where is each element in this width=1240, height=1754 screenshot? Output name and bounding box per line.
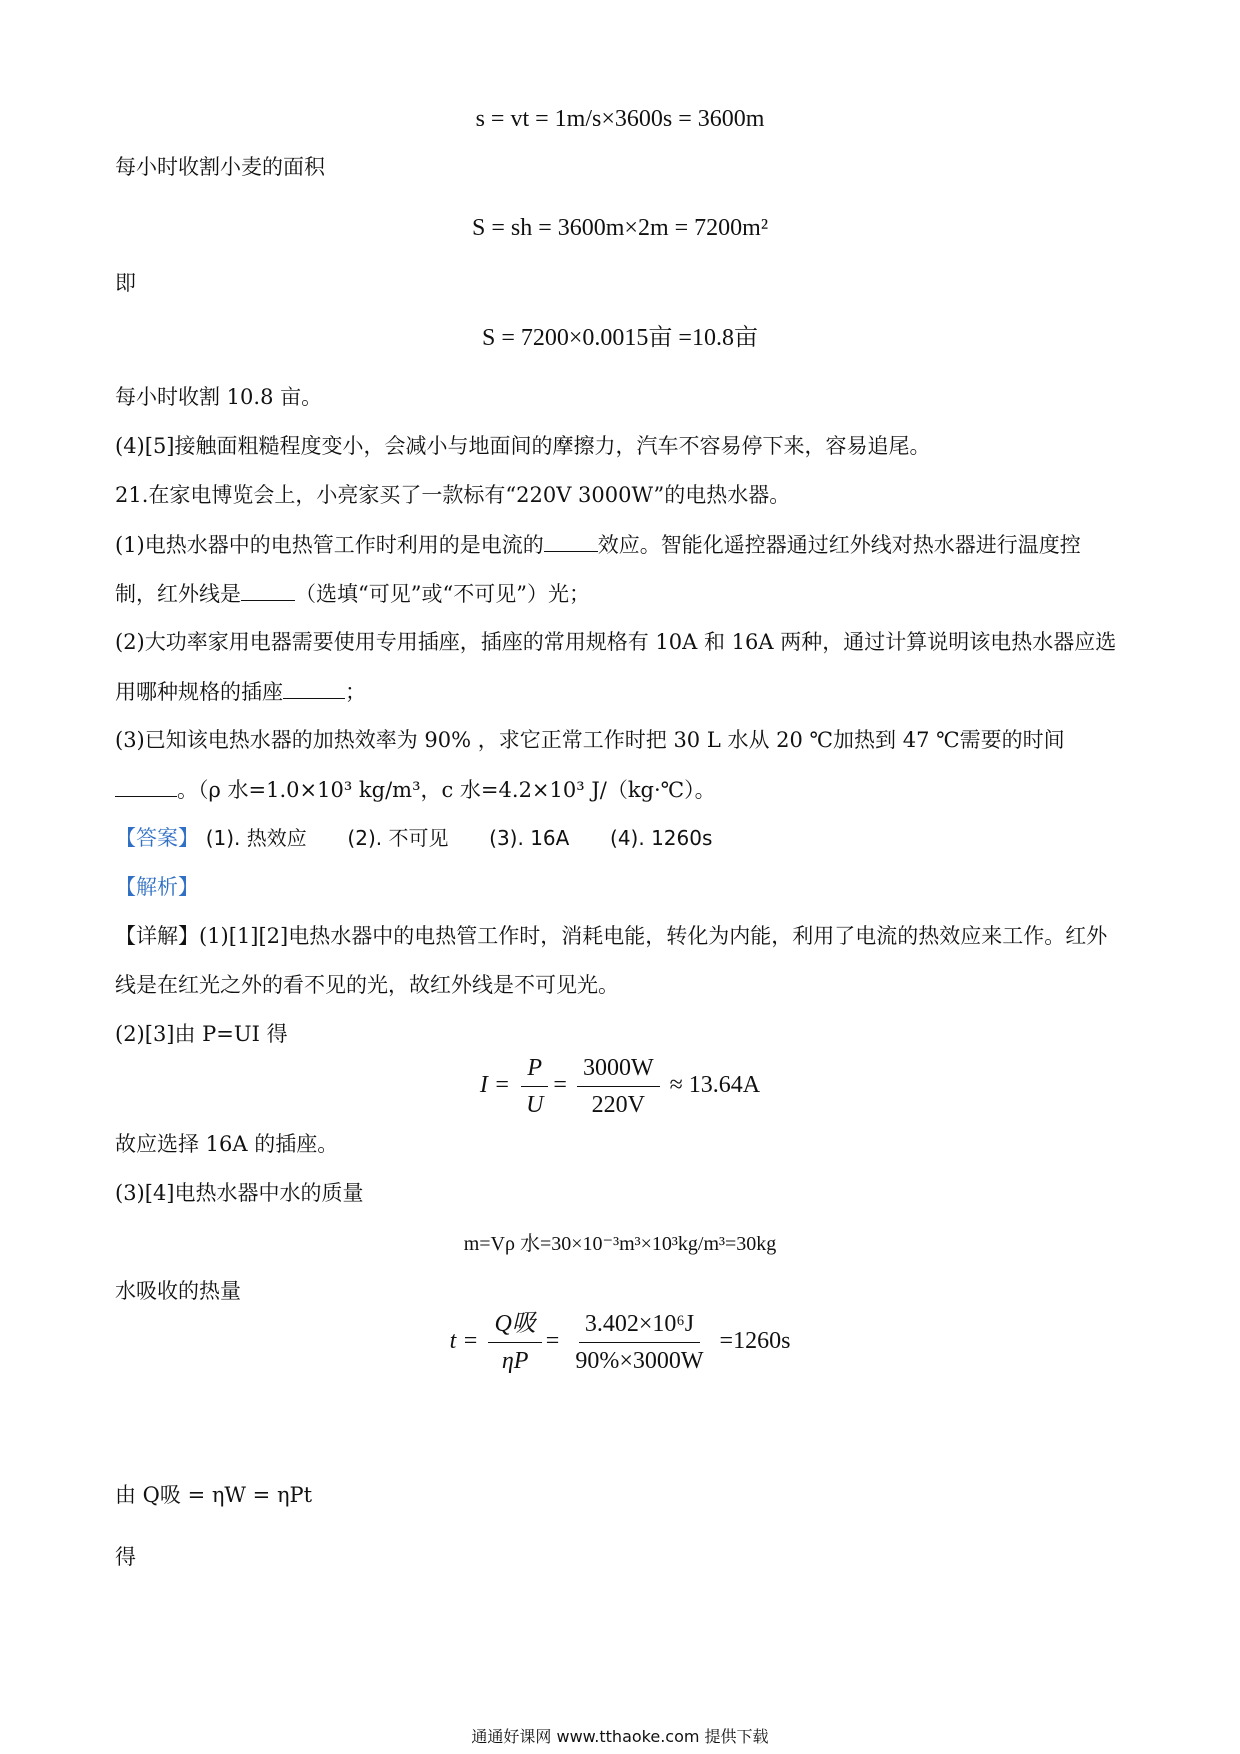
answer-tag: 【答案】	[115, 826, 199, 850]
answer-item: (3). 16A	[489, 826, 570, 850]
eq-time-rhs: =1260s	[719, 1328, 791, 1355]
q21-p3-text-b: 。（ρ 水=1.0×10³ kg/m³，c 水=4.2×10³ J/（kg·℃）。	[177, 778, 716, 802]
q21-p1-text-d: （选填“可见”或“不可见”）光；	[295, 582, 590, 606]
detail-line-6: 水吸收的热量	[115, 1279, 241, 1303]
fraction-numerator: 3000W	[577, 1052, 660, 1087]
question-21-part3-line2	[115, 774, 716, 805]
fraction-heat-value	[569, 1308, 709, 1377]
equation-time: t = $\frac{\text{Q吸}}{\eta P}$ = $\frac{\text{3.402×10⁶J}}{90\%\times 3000W}$ =1260s	[0, 1308, 1240, 1377]
question-21-part3-line1: (3)已知该电热水器的加热效率为 90% ，求它正常工作时把 30 L 水从 20 ℃加热到 47 ℃需要的时间	[115, 728, 1065, 752]
fraction-numerator: Q吸	[488, 1308, 541, 1343]
eq-current-rhs: ≈ 13.64A	[669, 1072, 761, 1099]
detail-line-3: (2)[3]由 P=UI 得	[115, 1022, 288, 1046]
answer-item: (2). 不可见	[347, 826, 449, 850]
q21-p1-text-a: (1)电热水器中的电热管工作时利用的是电流的	[115, 533, 544, 557]
footer-watermark: 通通好课网 www.tthaoke.com 提供下载	[471, 1727, 769, 1746]
equation-distance: s = vt = 1m/s×3600s = 3600m	[475, 106, 765, 132]
q21-p1-text-c: 制，红外线是	[115, 582, 241, 606]
text-area-label: 每小时收割小麦的面积	[115, 155, 325, 179]
eq-time-lhs: t =	[449, 1328, 479, 1355]
equation-current: I = $\frac{P}{U}$ = $\frac{3000W}{220V}$ ≈ 13.64A	[0, 1052, 1240, 1121]
text-per-hour: 每小时收割 10.8 亩。	[115, 385, 323, 409]
text-question-4: (4)[5]接触面粗糙程度变小，会减小与地面间的摩擦力，汽车不容易停下来，容易追尾。	[115, 434, 931, 458]
fraction-power-over-voltage	[577, 1052, 660, 1121]
q21-p1-text-b: 效应。智能化遥控器通过红外线对热水器进行温度控	[597, 533, 1081, 557]
fraction-denominator: 90%×3000W	[575, 1348, 704, 1374]
answer-row	[115, 823, 746, 853]
fraction-denominator: 220V	[591, 1092, 645, 1118]
answer-blank-2	[241, 578, 295, 601]
answer-blank-4	[115, 774, 177, 797]
question-21-part2-line2	[115, 676, 366, 707]
question-21-title: 21.在家电博览会上，小亮家买了一款标有“220V 3000W”的电热水器。	[115, 483, 791, 507]
detail-line-5: (3)[4]电热水器中水的质量	[115, 1181, 364, 1205]
analysis-tag: 【解析】	[115, 875, 199, 899]
detail-line-4: 故应选择 16A 的插座。	[115, 1132, 339, 1156]
detail-line-8: 得	[115, 1545, 136, 1569]
fraction-denominator: U	[526, 1092, 544, 1118]
answer-blank-3	[283, 676, 345, 699]
answer-item: (1). 热效应	[205, 826, 307, 850]
text-ji: 即	[115, 271, 136, 295]
equation-mass: m=Vρ 水=30×10⁻³m³×10³kg/m³=30kg	[463, 1233, 777, 1255]
fraction-heat-over-power	[488, 1308, 541, 1377]
detail-line-2: 线是在红光之外的看不见的光，故红外线是不可见光。	[115, 973, 619, 997]
q21-p2-text-b: 用哪种规格的插座	[115, 680, 283, 704]
fraction-p-over-u	[520, 1052, 549, 1121]
question-21-part2-line1: (2)大功率家用电器需要使用专用插座，插座的常用规格有 10A 和 16A 两种，通过计算说明该电热水器应选	[115, 630, 1117, 654]
fraction-numerator: 3.402×10⁶J	[579, 1308, 700, 1343]
eq-current-lhs: I =	[479, 1072, 511, 1099]
equation-area: S = sh = 3600m×2m = 7200m²	[471, 215, 769, 241]
q21-p2-text-c: ；	[345, 680, 366, 704]
question-21-part1-line1	[115, 529, 1081, 560]
answer-blank-1	[544, 529, 598, 552]
equation-area-mu: S = 7200×0.0015亩 =10.8亩	[482, 325, 758, 351]
answer-item: (4). 1260s	[610, 826, 713, 850]
fraction-numerator: P	[521, 1052, 548, 1087]
question-21-part1-line2	[115, 578, 590, 609]
fraction-denominator: ηP	[501, 1348, 529, 1374]
detail-line-7: 由 Q吸 = ηW = ηPt	[115, 1483, 313, 1507]
detail-line-1: 【详解】(1)[1][2]电热水器中的电热管工作时，消耗电能，转化为内能，利用了电流的热效应来工作。红外	[115, 924, 1108, 948]
